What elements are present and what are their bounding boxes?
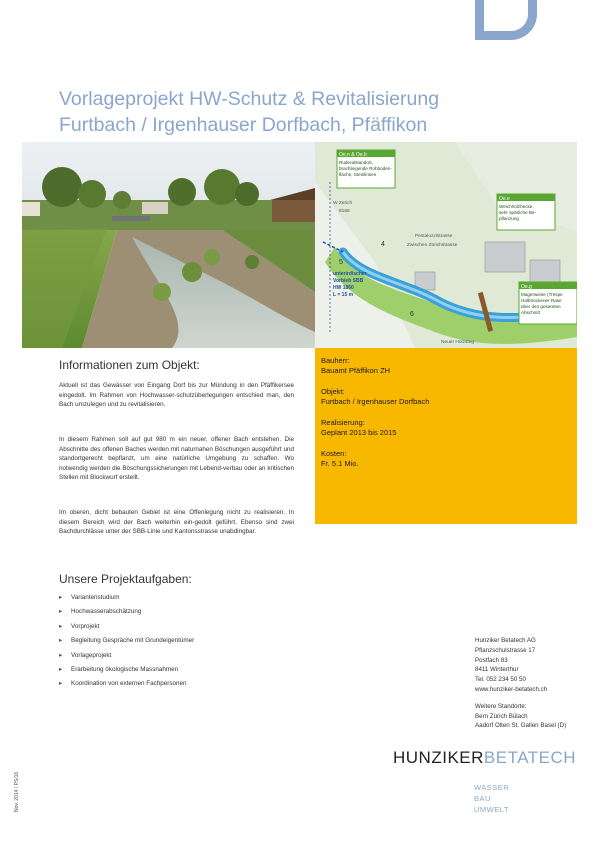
info-heading: Informationen zum Objekt: — [59, 358, 200, 372]
company-phone: Tel. 052 234 50 50 — [475, 676, 526, 684]
project-details-box — [315, 348, 577, 524]
map-culvert-l4: L = 15 m — [333, 292, 354, 298]
bauherr-label: Bauherr: — [321, 356, 350, 365]
task-item: ▸ Erarbeitung ökologische Massnahmen — [59, 663, 194, 677]
task-item: ▸ Begleitung Gespräche mit Grundeigentümer — [59, 634, 194, 648]
info-paragraph-2: In diesem Rahmen soll auf gut 980 m ein neuer, offener Bach entstehen. Die Abschnitte des offenen Baches werden mit naturnahen Böschungen ausgeführt und standortgerecht bepflanzt, um eine natürliche Umgebung zu schaffen. Wo notwendig werden die Böschungssicherungen mit Lebend-verbau oder an kritischen Stellen mit Blockwurf erstellt. — [59, 436, 294, 482]
other-locations-2: Aadorf Olten St. Gallen Basel (D) — [475, 722, 567, 730]
side-date-code: Nov. 2014 / PS/16 — [14, 771, 20, 812]
company-name: Hunziker Betatech AG — [475, 637, 536, 644]
map-street2: Zwischen Zürichstrasse — [407, 243, 458, 248]
brand-tagline-2: BAU — [474, 794, 491, 803]
map-bottom-road: Neuer Holzsteg — [441, 340, 475, 345]
task-item: ▸ Variantenstudium — [59, 591, 194, 605]
title-line-2: Furtbach / Irgenhauser Dorfbach, Pfäffikon — [59, 114, 428, 136]
map-box2-l4: pflanzung — [499, 216, 519, 221]
project-photo — [22, 142, 315, 348]
company-address — [475, 636, 590, 731]
map-box3-l5: Abschnitt — [521, 310, 540, 315]
other-locations-1: Bern Zürich Bülach — [475, 712, 528, 720]
page-title — [59, 86, 579, 138]
kosten-label: Kosten: — [321, 449, 347, 458]
brand-part-1: HUNZIKER — [393, 748, 484, 767]
info-paragraph-3: Im oberen, dicht bebauten Gebiet ist eine Offenlegung nicht zu realisieren. In diesem Bereich wird der Bach weiterhin ein-gedolt geführt. Ebenso sind zwei Bachdurchlässe unter der SBB-Linie und Kantonsstrasse unabdingbar. — [59, 509, 294, 536]
brand-part-2: BETATECH — [483, 748, 577, 767]
tasks-heading: Unsere Projektaufgaben: — [59, 572, 192, 586]
map-box3-title: Oe.g — [521, 284, 532, 290]
map-num-6: 6 — [410, 311, 414, 318]
map-box1-l4: fläche, Steinlinsen — [339, 172, 377, 177]
info-paragraph-1: Aktuell ist das Gewässer von Eingang Dorf bis zur Mündung in den Pfäffikersee eingedolt. Im Rahmen von Hochwasser-schutzüberlegungen entschied man, den Bach umzulegen und zu revitalisieren. — [59, 382, 294, 409]
objekt-value: Furtbach / Irgenhauser Dorfbach — [321, 397, 430, 406]
map-culvert-l3: HW 1860 — [333, 285, 354, 291]
map-box1-l3: brachliegende Rohboden- — [339, 166, 392, 171]
company-website[interactable]: www.hunziker-betatech.ch — [475, 685, 548, 693]
map-num-4: 4 — [381, 241, 385, 248]
other-locations-label: Weitere Standorte: — [475, 702, 527, 710]
map-box3-l3: Halbtrockener Rase — [521, 298, 562, 303]
realisierung-label: Realisierung: — [321, 418, 365, 427]
company-city: 8411 Winterthur — [475, 666, 519, 674]
map-street: Pestalozzistrasse — [415, 234, 453, 239]
title-line-1: Vorlageprojekt HW-Schutz & Revitalisierung — [59, 88, 440, 110]
map-box2-l2: Weichholzhecke, — [499, 204, 534, 209]
map-box1-title: Oe.n & Oe.b — [339, 152, 367, 158]
map-box1-l2: Ruderalstandort, — [339, 160, 373, 165]
company-street: Pflanzschulstrasse 17 — [475, 646, 536, 654]
map-zone: W Zürich — [333, 201, 353, 206]
task-item: ▸ Koordination von externen Fachpersonen — [59, 677, 194, 691]
map-box2-l3: sehr spärliche Be- — [499, 210, 537, 215]
map-box3-l2: Magerwiese (Trespe — [521, 292, 563, 297]
map-culvert-l2: Vorbieb SBB — [333, 278, 364, 284]
brand-tagline — [474, 782, 509, 815]
site-plan — [315, 142, 577, 348]
task-item: ▸ Hochwasserabschätzung — [59, 605, 194, 619]
map-zone-num: 6168 — [339, 209, 350, 214]
company-postfach: Postfach 83 — [475, 656, 508, 664]
map-box2-title: Oe.e — [499, 196, 510, 202]
task-item: ▸ Vorlageprojekt — [59, 649, 194, 663]
objekt-label: Objekt: — [321, 387, 345, 396]
map-culvert-l1: unterirdischer — [333, 271, 367, 277]
brand-tagline-1: WASSER — [474, 783, 510, 792]
kosten-value: Fr. 5.1 Mio. — [321, 459, 359, 468]
brand-logo — [393, 748, 576, 768]
map-box3-l4: über den gesamten — [521, 304, 561, 309]
bauherr-value: Bauamt Pfäffikon ZH — [321, 366, 391, 375]
task-item: ▸ Vorprojekt — [59, 620, 194, 634]
tasks-list — [59, 591, 194, 692]
map-num-5: 5 — [339, 259, 343, 266]
brand-tagline-3: UMWELT — [474, 805, 509, 814]
logo-mark — [475, 0, 537, 40]
realisierung-value: Geplant 2013 bis 2015 — [321, 428, 397, 437]
